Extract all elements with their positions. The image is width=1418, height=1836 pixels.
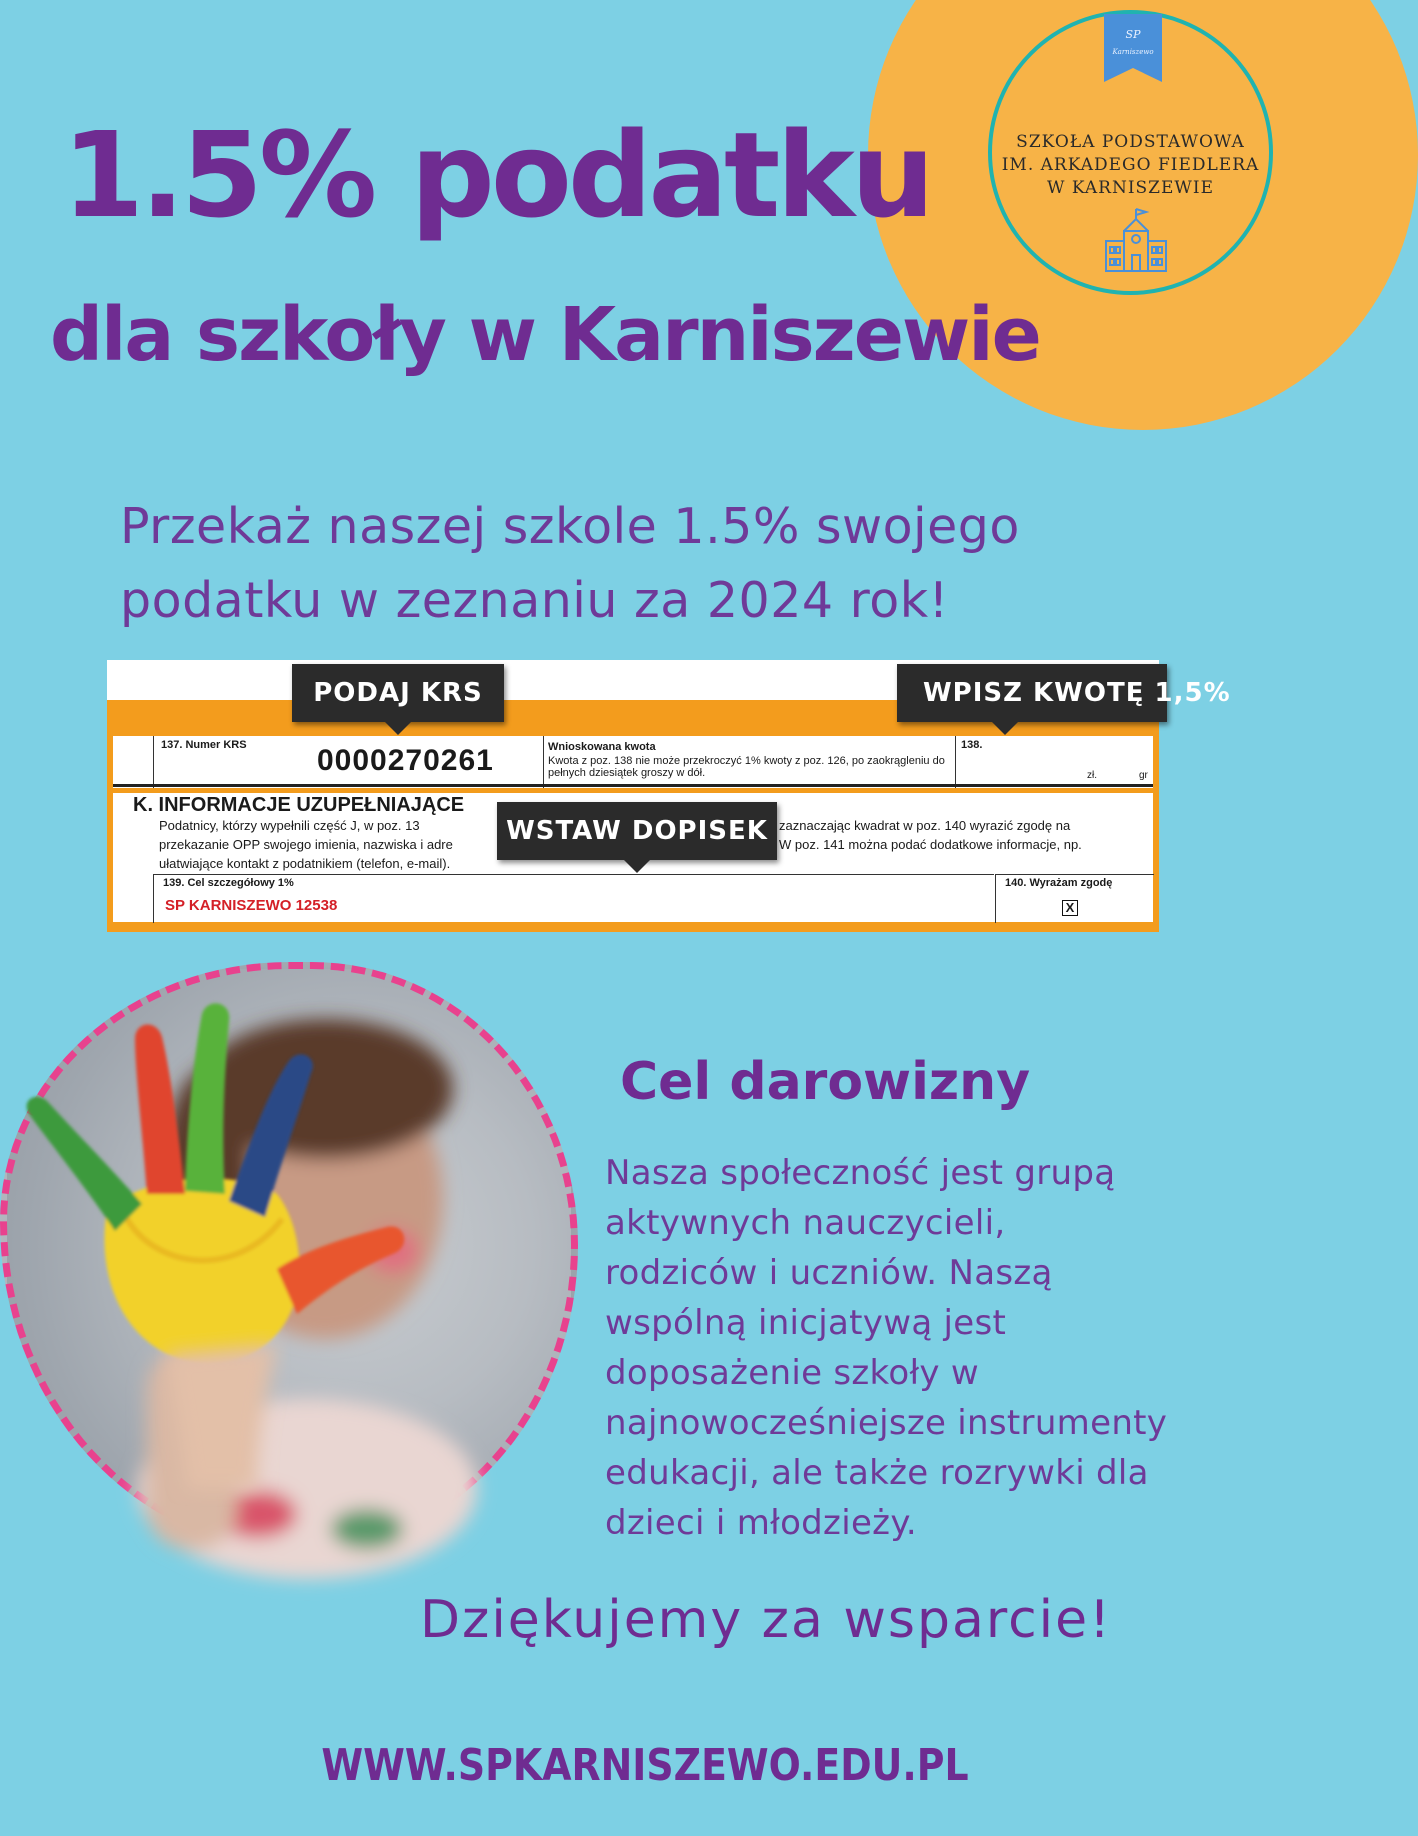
banner-icon (1104, 14, 1162, 82)
currency-zl: zł. (1087, 770, 1097, 781)
donation-line-5: doposażenie szkoły w (605, 1353, 980, 1393)
svg-text:Karniszewo: Karniszewo (1112, 48, 1154, 56)
callout-podaj-krs: PODAJ KRS (292, 664, 504, 722)
kwota-description: Kwota z poz. 138 nie może przekroczyć 1% kwoty z poz. 126, po zaokrągleniu do pełnych dziesiątek groszy w dół. (548, 755, 945, 779)
k-line-1-right: zaznaczając kwadrat w poz. 140 wyrazić zgodę na (779, 818, 1071, 833)
callout-wstaw-dopisek: WSTAW DOPISEK (497, 802, 777, 860)
title-sub: dla szkoły w Karniszewie (50, 292, 1040, 378)
donation-line-2: aktywnych nauczycieli, (605, 1203, 1006, 1243)
school-logo (988, 10, 1273, 295)
k-line-3: ułatwiające kontakt z podatnikiem (telefon, e-mail). (159, 856, 451, 871)
consent-checkbox: X (1062, 900, 1078, 916)
logo-line-3: W KARNISZEWIE (1046, 178, 1215, 198)
intro-line-2: podatku w zeznaniu za 2024 rok! (120, 572, 949, 629)
intro-text (120, 490, 1020, 638)
logo-line-2: IM. ARKADEGO FIEDLERA (1001, 155, 1260, 175)
photo-frame (0, 962, 578, 1552)
donation-line-3: rodziców i uczniów. Naszą (605, 1253, 1053, 1293)
field-139-label: 139. Cel szczegółowy 1% (163, 877, 294, 889)
k-line-1-left: Podatnicy, którzy wypełnili część J, w poz. 13 (159, 818, 420, 833)
field-140-label: 140. Wyrażam zgodę (1005, 877, 1113, 889)
svg-text:SP: SP (1125, 28, 1141, 41)
intro-line-1: Przekaż naszej szkole 1.5% swojego (120, 498, 1020, 555)
donation-line-1: Nasza społeczność jest grupą (605, 1153, 1116, 1193)
krs-number: 0000270261 (317, 744, 494, 777)
donation-title: Cel darowizny (620, 1052, 1031, 1112)
callout-wpisz-kwote: WPISZ KWOTĘ 1,5% (897, 664, 1167, 722)
section-k-heading: K. INFORMACJE UZUPEŁNIAJĄCE (133, 794, 465, 816)
field-137-label: 137. Numer KRS (161, 739, 247, 751)
donation-line-8: dzieci i młodzieży. (605, 1503, 917, 1543)
logo-line-1: SZKOŁA PODSTAWOWA (1016, 132, 1245, 152)
tax-form-excerpt (107, 660, 1231, 928)
donation-line-4: wspólną inicjatywą jest (605, 1303, 1007, 1343)
field-138-label: 138. (961, 739, 983, 751)
field-138-cell (955, 736, 1154, 788)
website-link[interactable]: WWW.SPKARNISZEWO.EDU.PL (321, 1740, 969, 1791)
donation-body (605, 1148, 1167, 1548)
k-line-2-right: W poz. 141 można podać dodatkowe informacje, np. (779, 837, 1082, 852)
cel-szczegolowy-value: SP KARNISZEWO 12538 (165, 897, 338, 914)
donation-line-7: edukacji, ale także rozrywki dla (605, 1453, 1149, 1493)
donation-line-6: najnowocześniejsze instrumenty (605, 1403, 1168, 1443)
k-line-2-left: przekazanie OPP swojego imienia, nazwiska i adre (159, 837, 453, 852)
form-divider (113, 784, 1153, 787)
kwota-label: Wnioskowana kwota (548, 741, 656, 753)
title-main: 1.5% podatku (62, 106, 931, 244)
thanks-text: Dziękujemy za wsparcie! (420, 1590, 1112, 1650)
school-building-icon (1102, 207, 1170, 275)
currency-gr: gr (1139, 770, 1148, 781)
painted-hand-photo (7, 969, 585, 1559)
